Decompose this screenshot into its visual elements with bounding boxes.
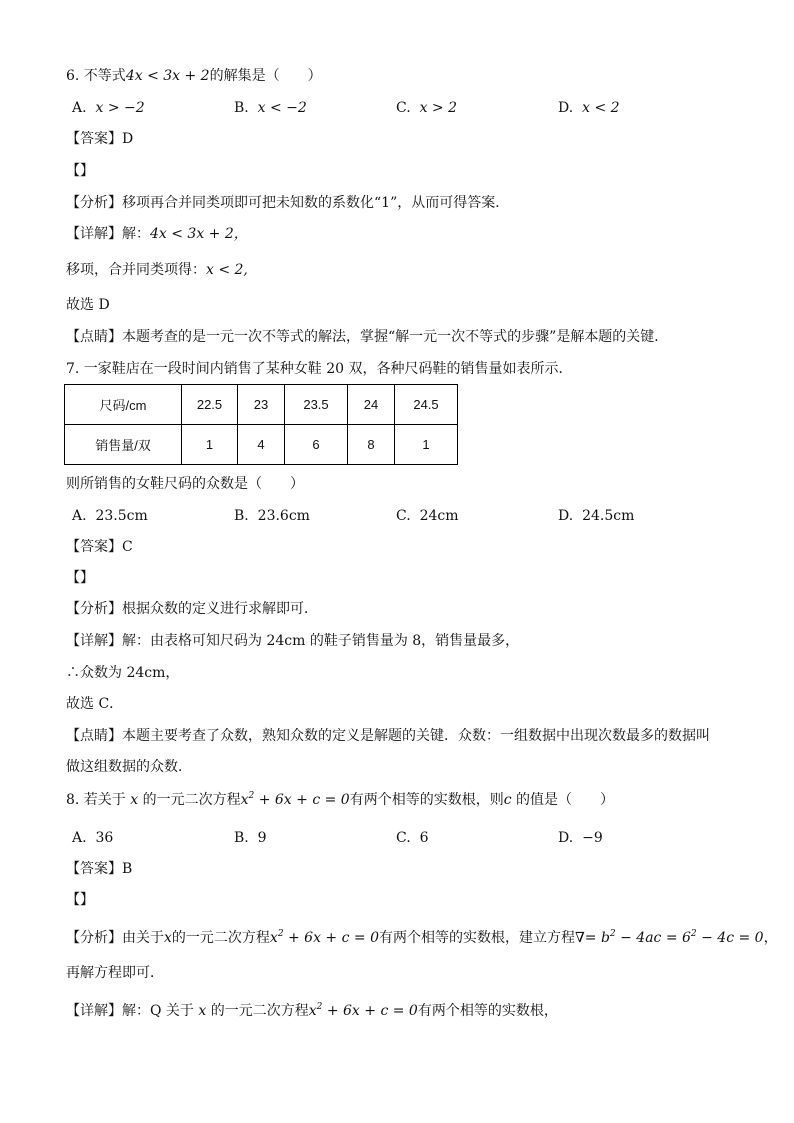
table-cell: 22.5 bbox=[182, 385, 238, 425]
q6-analysis: 【分析】移项再合并同类项即可把未知数的系数化“1”，从而可得答案． bbox=[66, 195, 510, 211]
q6-option-b: B. x < −2 bbox=[234, 100, 307, 116]
shoe-size-table bbox=[64, 384, 458, 465]
table-cell: 24 bbox=[348, 385, 395, 425]
table-cell: 4 bbox=[238, 425, 285, 465]
q8-blank-tag: 【】 bbox=[66, 892, 94, 908]
q6-option-d: D. x < 2 bbox=[558, 100, 620, 116]
table-cell: 6 bbox=[285, 425, 348, 465]
table-cell: 23.5 bbox=[285, 385, 348, 425]
q6-detail: 【详解】解：4x < 3x + 2， bbox=[66, 226, 248, 242]
q8-stem: 8. 若关于 x 的一元二次方程$x^2 + 6x + c = 0$有两个相等的实数根，则c 的值是（ ） bbox=[66, 791, 615, 808]
q6-comment: 【点睛】本题考查的是一元一次不等式的解法，掌握“解一元一次不等式的步骤”是解本题的关键． bbox=[66, 329, 669, 345]
q8-analysis-cont: 再解方程即可． bbox=[66, 965, 164, 981]
q8-detail: 【详解】解：Q 关于 x 的一元二次方程$x^2 + 6x + c = 0$有两个相等的实数根， bbox=[66, 1002, 558, 1019]
q8-option-d: D. −9 bbox=[558, 830, 603, 846]
table-cell: 8 bbox=[348, 425, 395, 465]
q8-analysis: 【分析】由关于x的一元二次方程$x^2 + 6x + c = 0$有两个相等的实数根，建立方程∇= $b^2 - 4ac = 6^2 - 4c = 0$， bbox=[66, 929, 778, 946]
q8-option-c: C. 6 bbox=[396, 830, 429, 846]
q7-question: 则所销售的女鞋尺码的众数是（ ） bbox=[66, 476, 304, 492]
table-row bbox=[65, 385, 458, 425]
table-row bbox=[65, 425, 458, 465]
q7-comment: 【点睛】本题主要考查了众数，熟知众数的定义是解题的关键．众数：一组数据中出现次数最多的数据叫 bbox=[66, 728, 710, 744]
q7-detail: 【详解】解：由表格可知尺码为 24cm 的鞋子销售量为 8，销售量最多， bbox=[66, 633, 520, 649]
table-cell: 23 bbox=[238, 385, 285, 425]
table-header-size: 尺码/cm bbox=[65, 385, 182, 425]
q7-option-a: A. 23.5cm bbox=[72, 508, 148, 524]
q7-comment-cont: 做这组数据的众数． bbox=[66, 759, 192, 775]
q8-answer: 【答案】B bbox=[66, 861, 133, 877]
table-cell: 1 bbox=[182, 425, 238, 465]
q6-option-a: A. x > −2 bbox=[72, 100, 145, 116]
q7-option-d: D. 24.5cm bbox=[558, 508, 635, 524]
q8-option-a: A. 36 bbox=[72, 830, 114, 846]
q7-blank-tag: 【】 bbox=[66, 570, 94, 586]
q7-stem: 7. 一家鞋店在一段时间内销售了某种女鞋 20 双，各种尺码鞋的销售量如表所示． bbox=[66, 361, 573, 377]
q7-option-c: C. 24cm bbox=[396, 508, 459, 524]
table-header-count: 销售量/双 bbox=[65, 425, 182, 465]
table-cell: 24.5 bbox=[395, 385, 458, 425]
q6-choose: 故选 D bbox=[66, 297, 110, 313]
q7-therefore: ∴众数为 24cm， bbox=[66, 665, 180, 681]
q6-step1: 移项，合并同类项得：x < 2, bbox=[66, 262, 248, 278]
q6-blank-tag: 【】 bbox=[66, 163, 94, 179]
q6-stem: 6. 不等式4x < 3x + 2的解集是（ ） bbox=[66, 68, 322, 84]
q7-analysis: 【分析】根据众数的定义进行求解即可． bbox=[66, 601, 318, 617]
q6-option-c: C. x > 2 bbox=[396, 100, 458, 116]
q7-answer: 【答案】C bbox=[66, 539, 133, 555]
q8-option-b: B. 9 bbox=[234, 830, 267, 846]
table-cell: 1 bbox=[395, 425, 458, 465]
q7-choose: 故选 C． bbox=[66, 696, 124, 712]
q7-option-b: B. 23.6cm bbox=[234, 508, 310, 524]
q6-answer: 【答案】D bbox=[66, 131, 134, 147]
